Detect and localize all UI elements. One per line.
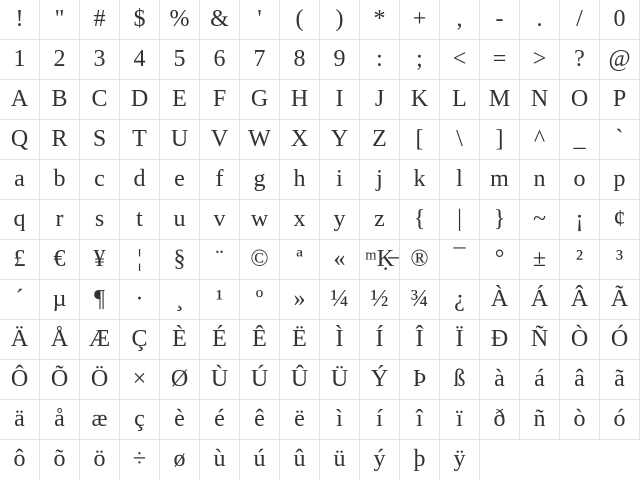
glyph-cell[interactable]: Ü (320, 360, 360, 400)
glyph-cell[interactable]: _ (560, 120, 600, 160)
glyph-cell[interactable]: á (520, 360, 560, 400)
glyph-cell[interactable]: ù (200, 440, 240, 480)
glyph-cell[interactable]: ä (0, 400, 40, 440)
glyph-cell[interactable]: > (520, 40, 560, 80)
glyph-cell[interactable]: ï (440, 400, 480, 440)
glyph-cell[interactable]: 0 (600, 0, 640, 40)
glyph-cell[interactable]: Ò (560, 320, 600, 360)
glyph-cell[interactable]: ç (120, 400, 160, 440)
glyph-cell[interactable]: o (560, 160, 600, 200)
glyph-cell[interactable]: È (160, 320, 200, 360)
glyph-cell[interactable]: ê (240, 400, 280, 440)
glyph-cell[interactable]: ¾ (400, 280, 440, 320)
glyph-cell[interactable]: y (320, 200, 360, 240)
glyph-cell[interactable]: À (480, 280, 520, 320)
empty-cell (560, 440, 600, 480)
glyph-cell[interactable]: E (160, 80, 200, 120)
glyph-cell[interactable]: 8 (280, 40, 320, 80)
glyph-cell[interactable]: K (400, 80, 440, 120)
glyph-cell[interactable]: s (80, 200, 120, 240)
glyph-cell[interactable]: D (120, 80, 160, 120)
glyph-cell[interactable]: 4 (120, 40, 160, 80)
glyph-cell[interactable]: © (240, 240, 280, 280)
glyph-cell[interactable]: + (400, 0, 440, 40)
glyph-cell[interactable]: Ù (200, 360, 240, 400)
glyph-cell[interactable]: 9 (320, 40, 360, 80)
glyph-cell[interactable]: ° (480, 240, 520, 280)
glyph-cell[interactable]: J (360, 80, 400, 120)
glyph-cell[interactable]: Õ (40, 360, 80, 400)
glyph-cell[interactable]: þ (400, 440, 440, 480)
glyph-cell[interactable]: « (320, 240, 360, 280)
glyph-cell[interactable]: u (160, 200, 200, 240)
glyph-cell[interactable]: P (600, 80, 640, 120)
glyph-cell[interactable]: ª (280, 240, 320, 280)
glyph-cell[interactable]: % (160, 0, 200, 40)
glyph-cell[interactable]: m (480, 160, 520, 200)
glyph-cell[interactable]: Ð (480, 320, 520, 360)
glyph-cell[interactable]: < (440, 40, 480, 80)
glyph-cell[interactable]: : (360, 40, 400, 80)
glyph-cell[interactable]: & (200, 0, 240, 40)
glyph-cell[interactable]: t (120, 200, 160, 240)
glyph-cell[interactable]: L (440, 80, 480, 120)
glyph-cell[interactable]: Ó (600, 320, 640, 360)
glyph-cell[interactable]: R (40, 120, 80, 160)
glyph-cell[interactable]: f (200, 160, 240, 200)
glyph-cell[interactable]: r (40, 200, 80, 240)
glyph-cell[interactable]: l (440, 160, 480, 200)
glyph-cell[interactable]: @ (600, 40, 640, 80)
glyph-cell[interactable]: w (240, 200, 280, 240)
glyph-cell[interactable]: G (240, 80, 280, 120)
glyph-cell[interactable]: Í (360, 320, 400, 360)
glyph-cell[interactable]: $ (120, 0, 160, 40)
glyph-cell[interactable]: è (160, 400, 200, 440)
glyph-cell[interactable]: ÷ (120, 440, 160, 480)
glyph-cell[interactable]: Ô (0, 360, 40, 400)
glyph-cell[interactable]: ö (80, 440, 120, 480)
glyph-cell[interactable]: â (560, 360, 600, 400)
glyph-cell[interactable]: É (200, 320, 240, 360)
glyph-cell[interactable]: # (80, 0, 120, 40)
glyph-cell[interactable]: H (280, 80, 320, 120)
glyph-cell[interactable]: Ë (280, 320, 320, 360)
glyph-cell[interactable]: n (520, 160, 560, 200)
glyph-cell[interactable]: Ö (80, 360, 120, 400)
glyph-cell[interactable]: X (280, 120, 320, 160)
glyph-cell[interactable]: M (480, 80, 520, 120)
glyph-cell[interactable]: 1 (0, 40, 40, 80)
glyph-cell[interactable]: é (200, 400, 240, 440)
glyph-cell[interactable]: g (240, 160, 280, 200)
glyph-cell[interactable]: " (40, 0, 80, 40)
glyph-cell[interactable]: . (520, 0, 560, 40)
glyph-cell[interactable]: ð (480, 400, 520, 440)
glyph-cell[interactable]: B (40, 80, 80, 120)
glyph-cell[interactable]: | (440, 200, 480, 240)
glyph-cell[interactable]: ó (600, 400, 640, 440)
glyph-cell[interactable]: Æ (80, 320, 120, 360)
glyph-cell[interactable]: ) (320, 0, 360, 40)
glyph-cell[interactable]: * (360, 0, 400, 40)
glyph-cell[interactable]: z (360, 200, 400, 240)
glyph-cell[interactable]: ` (600, 120, 640, 160)
glyph-cell[interactable]: à (480, 360, 520, 400)
glyph-cell[interactable]: ' (240, 0, 280, 40)
glyph-cell[interactable]: 6 (200, 40, 240, 80)
glyph-cell[interactable]: § (160, 240, 200, 280)
glyph-cell[interactable]: Y (320, 120, 360, 160)
glyph-cell[interactable]: a (0, 160, 40, 200)
glyph-cell[interactable]: ² (560, 240, 600, 280)
glyph-cell[interactable]: ¨ (200, 240, 240, 280)
glyph-cell[interactable]: I (320, 80, 360, 120)
glyph-cell[interactable]: ! (0, 0, 40, 40)
glyph-cell[interactable]: T (120, 120, 160, 160)
empty-cell (480, 440, 520, 480)
glyph-cell[interactable]: Q (0, 120, 40, 160)
glyph-cell[interactable]: S (80, 120, 120, 160)
glyph-cell[interactable]: F (200, 80, 240, 120)
glyph-cell[interactable]: V (200, 120, 240, 160)
glyph-cell[interactable]: A (0, 80, 40, 120)
glyph-cell[interactable]: £ (0, 240, 40, 280)
glyph-cell[interactable]: û (280, 440, 320, 480)
glyph-cell[interactable]: ë (280, 400, 320, 440)
glyph-cell[interactable]: ¦ (120, 240, 160, 280)
glyph-cell[interactable]: ¹ (200, 280, 240, 320)
glyph-cell[interactable]: j (360, 160, 400, 200)
glyph-cell[interactable]: Ú (240, 360, 280, 400)
glyph-cell[interactable]: € (40, 240, 80, 280)
glyph-cell[interactable]: 3 (80, 40, 120, 80)
glyph-cell[interactable]: ü (320, 440, 360, 480)
glyph-cell[interactable]: Û (280, 360, 320, 400)
glyph-cell[interactable]: = (480, 40, 520, 80)
glyph-cell[interactable]: / (560, 0, 600, 40)
glyph-cell[interactable]: ? (560, 40, 600, 80)
glyph-cell[interactable]: ^ (520, 120, 560, 160)
glyph-cell[interactable]: ± (520, 240, 560, 280)
glyph-cell[interactable]: q (0, 200, 40, 240)
glyph-cell[interactable]: ¸ (160, 280, 200, 320)
glyph-cell[interactable]: ¡ (560, 200, 600, 240)
glyph-cell[interactable]: v (200, 200, 240, 240)
glyph-cell[interactable]: Ø (160, 360, 200, 400)
glyph-cell[interactable]: W (240, 120, 280, 160)
glyph-cell[interactable]: º (240, 280, 280, 320)
glyph-cell[interactable]: · (120, 280, 160, 320)
glyph-cell[interactable]: » (280, 280, 320, 320)
glyph-cell[interactable]: Ç (120, 320, 160, 360)
glyph-cell[interactable]: ý (360, 440, 400, 480)
glyph-cell[interactable]: p (600, 160, 640, 200)
glyph-cell[interactable]: ( (280, 0, 320, 40)
glyph-cell[interactable]: h (280, 160, 320, 200)
glyph-cell[interactable]: Ã (600, 280, 640, 320)
glyph-cell[interactable]: ã (600, 360, 640, 400)
glyph-cell[interactable]: æ (80, 400, 120, 440)
glyph-cell[interactable]: ¶ (80, 280, 120, 320)
glyph-cell[interactable]: k (400, 160, 440, 200)
glyph-cell[interactable]: ~ (520, 200, 560, 240)
glyph-cell[interactable]: Â (560, 280, 600, 320)
glyph-cell[interactable]: Á (520, 280, 560, 320)
glyph-cell[interactable]: ½ (360, 280, 400, 320)
glyph-cell[interactable]: ´ (0, 280, 40, 320)
glyph-cell[interactable]: - (480, 0, 520, 40)
glyph-cell[interactable]: Å (40, 320, 80, 360)
empty-cell (600, 440, 640, 480)
glyph-cell[interactable]: õ (40, 440, 80, 480)
glyph-cell[interactable]: i (320, 160, 360, 200)
glyph-cell[interactable]: d (120, 160, 160, 200)
glyph-cell[interactable]: Ï (440, 320, 480, 360)
glyph-cell[interactable]: U (160, 120, 200, 160)
glyph-cell[interactable]: c (80, 160, 120, 200)
glyph-cell[interactable]: Î (400, 320, 440, 360)
glyph-cell[interactable]: ¿ (440, 280, 480, 320)
glyph-cell[interactable]: Ê (240, 320, 280, 360)
glyph-cell[interactable]: 5 (160, 40, 200, 80)
glyph-cell[interactable]: ᵐḲ̶ (360, 240, 400, 280)
glyph-cell[interactable]: × (120, 360, 160, 400)
glyph-cell[interactable]: ¯ (440, 240, 480, 280)
glyph-cell[interactable]: ³ (600, 240, 640, 280)
glyph-cell[interactable]: ; (400, 40, 440, 80)
glyph-cell[interactable]: ß (440, 360, 480, 400)
glyph-cell[interactable]: ] (480, 120, 520, 160)
glyph-cell[interactable]: } (480, 200, 520, 240)
glyph-cell[interactable]: , (440, 0, 480, 40)
glyph-cell[interactable]: C (80, 80, 120, 120)
glyph-cell[interactable]: 2 (40, 40, 80, 80)
glyph-cell[interactable]: í (360, 400, 400, 440)
glyph-cell[interactable]: [ (400, 120, 440, 160)
empty-cell (520, 440, 560, 480)
glyph-cell[interactable]: ¼ (320, 280, 360, 320)
glyph-cell[interactable]: e (160, 160, 200, 200)
glyph-cell[interactable]: { (400, 200, 440, 240)
glyph-cell[interactable]: ì (320, 400, 360, 440)
glyph-cell[interactable]: \ (440, 120, 480, 160)
glyph-cell[interactable]: ò (560, 400, 600, 440)
glyph-cell[interactable]: å (40, 400, 80, 440)
glyph-cell[interactable]: î (400, 400, 440, 440)
glyph-cell[interactable]: 7 (240, 40, 280, 80)
glyph-cell[interactable]: Z (360, 120, 400, 160)
glyph-cell[interactable]: ¢ (600, 200, 640, 240)
glyph-cell[interactable]: Ä (0, 320, 40, 360)
glyph-cell[interactable]: ñ (520, 400, 560, 440)
glyph-cell[interactable]: ¥ (80, 240, 120, 280)
glyph-cell[interactable]: b (40, 160, 80, 200)
glyph-cell[interactable]: Ñ (520, 320, 560, 360)
glyph-cell[interactable]: Ý (360, 360, 400, 400)
glyph-cell[interactable]: Ì (320, 320, 360, 360)
glyph-cell[interactable]: ø (160, 440, 200, 480)
glyph-cell[interactable]: N (520, 80, 560, 120)
glyph-cell[interactable]: x (280, 200, 320, 240)
glyph-cell[interactable]: µ (40, 280, 80, 320)
glyph-cell[interactable]: O (560, 80, 600, 120)
glyph-cell[interactable]: ÿ (440, 440, 480, 480)
glyph-cell[interactable]: Þ (400, 360, 440, 400)
glyph-cell[interactable]: ú (240, 440, 280, 480)
glyph-cell[interactable]: ® (400, 240, 440, 280)
glyph-cell[interactable]: ô (0, 440, 40, 480)
